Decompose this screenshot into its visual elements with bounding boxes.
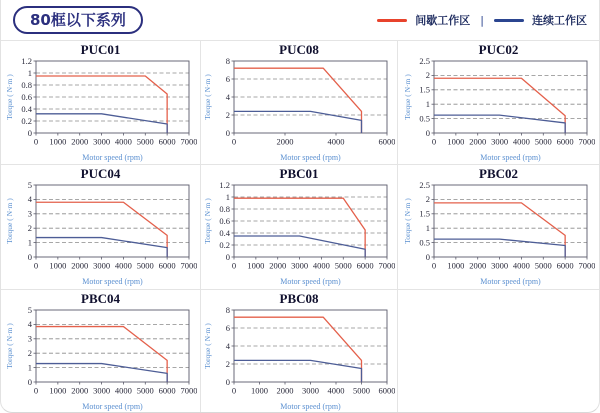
svg-text:0.5: 0.5 — [418, 113, 430, 124]
intermittent-zone-legend-label: 间歇工作区 — [415, 14, 471, 27]
svg-text:8: 8 — [225, 57, 230, 66]
chart-title: PBC01 — [279, 166, 319, 181]
svg-text:Torque ( N·m ): Torque ( N·m ) — [4, 74, 14, 120]
svg-text:7000: 7000 — [180, 136, 197, 147]
svg-text:0: 0 — [225, 127, 230, 138]
svg-text:1000: 1000 — [48, 385, 66, 396]
torque-speed-chart — [203, 57, 395, 163]
chart-grid — [1, 40, 599, 413]
svg-text:1: 1 — [27, 237, 32, 248]
svg-text:2.5: 2.5 — [418, 57, 430, 66]
svg-text:Torque ( N·m ): Torque ( N·m ) — [203, 323, 212, 369]
svg-text:2: 2 — [225, 358, 230, 369]
svg-text:2: 2 — [27, 223, 32, 233]
svg-text:3: 3 — [27, 208, 32, 219]
chart-cell-puc08 — [201, 41, 398, 165]
legend-separator: | — [480, 13, 484, 27]
svg-text:5: 5 — [27, 306, 32, 315]
chart-title: PBC02 — [479, 166, 518, 181]
svg-text:3000: 3000 — [490, 260, 508, 271]
svg-text:3000: 3000 — [92, 136, 110, 147]
chart-cell-puc02 — [398, 41, 599, 165]
svg-text:Motor speed (rpm): Motor speed (rpm) — [280, 402, 341, 411]
svg-text:5000: 5000 — [136, 136, 154, 147]
svg-text:3000: 3000 — [92, 385, 110, 396]
svg-text:4000: 4000 — [512, 260, 530, 271]
svg-text:5000: 5000 — [534, 260, 552, 271]
chart-title: PUC01 — [80, 42, 121, 57]
svg-text:4000: 4000 — [312, 260, 330, 271]
svg-text:1: 1 — [225, 191, 230, 202]
svg-text:5000: 5000 — [136, 260, 154, 271]
svg-text:4000: 4000 — [327, 136, 345, 147]
svg-text:6: 6 — [225, 73, 230, 84]
svg-text:2000: 2000 — [468, 136, 486, 147]
chart-cell-pbc08 — [201, 290, 398, 413]
svg-text:0: 0 — [225, 251, 230, 262]
svg-text:0: 0 — [33, 136, 38, 147]
svg-text:0: 0 — [225, 376, 230, 387]
svg-text:0: 0 — [425, 251, 430, 262]
svg-text:7000: 7000 — [180, 260, 197, 271]
chart-cell-pbc02 — [398, 165, 599, 290]
svg-text:1000: 1000 — [446, 136, 464, 147]
svg-text:3: 3 — [27, 333, 32, 344]
svg-text:4000: 4000 — [114, 260, 132, 271]
svg-text:Motor speed (rpm): Motor speed (rpm) — [280, 153, 341, 162]
svg-text:Motor speed (rpm): Motor speed (rpm) — [479, 153, 541, 162]
svg-text:2000: 2000 — [70, 260, 88, 271]
chart-cell-pbc01 — [201, 165, 398, 290]
svg-text:1.5: 1.5 — [418, 208, 430, 219]
svg-text:2: 2 — [425, 194, 430, 205]
svg-text:7000: 7000 — [180, 385, 197, 396]
torque-speed-chart — [5, 306, 197, 412]
svg-text:Motor speed (rpm): Motor speed (rpm) — [81, 153, 143, 162]
chart-title: PBC04 — [81, 291, 120, 306]
svg-text:Torque ( N·m ): Torque ( N·m ) — [203, 198, 212, 244]
svg-text:Motor speed (rpm): Motor speed (rpm) — [81, 402, 143, 411]
svg-text:1000: 1000 — [48, 260, 66, 271]
svg-text:4: 4 — [225, 340, 230, 351]
svg-text:3000: 3000 — [302, 385, 319, 396]
header — [1, 0, 599, 40]
svg-text:1: 1 — [425, 99, 430, 109]
svg-text:Motor speed (rpm): Motor speed (rpm) — [479, 277, 541, 286]
svg-text:5: 5 — [27, 181, 32, 190]
svg-text:3000: 3000 — [490, 136, 508, 147]
svg-text:0.4: 0.4 — [219, 227, 230, 238]
svg-text:6000: 6000 — [378, 136, 395, 147]
svg-text:3000: 3000 — [291, 260, 309, 271]
svg-text:0: 0 — [27, 127, 32, 138]
torque-speed-chart — [403, 57, 595, 163]
svg-text:4000: 4000 — [327, 385, 345, 396]
torque-speed-chart — [5, 181, 197, 287]
svg-text:0.4: 0.4 — [20, 103, 32, 114]
svg-text:6000: 6000 — [556, 136, 574, 147]
svg-text:4000: 4000 — [512, 136, 530, 147]
torque-speed-chart — [203, 181, 395, 287]
svg-text:7000: 7000 — [378, 260, 395, 271]
chart-title: PUC04 — [80, 166, 121, 181]
series-title-badge: 80框以下系列 — [13, 6, 143, 34]
svg-text:6000: 6000 — [356, 260, 374, 271]
svg-text:Torque ( N·m ): Torque ( N·m ) — [4, 198, 14, 244]
svg-text:2000: 2000 — [269, 260, 287, 271]
svg-text:6000: 6000 — [378, 385, 395, 396]
torque-speed-chart — [5, 57, 197, 163]
svg-text:0.8: 0.8 — [219, 203, 230, 214]
svg-text:2000: 2000 — [276, 136, 294, 147]
svg-text:0.2: 0.2 — [20, 115, 32, 126]
chart-title: PBC08 — [279, 291, 319, 306]
svg-text:0: 0 — [431, 260, 436, 271]
svg-text:2: 2 — [425, 70, 430, 81]
torque-speed-chart — [203, 306, 395, 412]
svg-text:0.2: 0.2 — [219, 239, 230, 250]
svg-text:Motor speed (rpm): Motor speed (rpm) — [81, 277, 143, 286]
svg-text:6000: 6000 — [556, 260, 574, 271]
svg-text:1.2: 1.2 — [20, 57, 32, 66]
svg-text:1000: 1000 — [251, 385, 268, 396]
svg-text:2000: 2000 — [276, 385, 294, 396]
svg-text:2000: 2000 — [70, 385, 88, 396]
svg-text:Torque ( N·m ): Torque ( N·m ) — [4, 323, 14, 369]
svg-text:0: 0 — [33, 385, 38, 396]
chart-cell-pbc04 — [1, 290, 201, 413]
chart-title: PUC08 — [279, 42, 319, 57]
svg-text:8: 8 — [225, 306, 230, 315]
svg-text:7000: 7000 — [578, 136, 595, 147]
svg-text:4: 4 — [27, 194, 32, 205]
svg-text:0: 0 — [231, 260, 237, 271]
svg-text:5000: 5000 — [353, 385, 370, 396]
empty-cell — [398, 290, 599, 413]
svg-text:1: 1 — [27, 362, 32, 373]
svg-text:0: 0 — [431, 136, 436, 147]
svg-text:5000: 5000 — [334, 260, 352, 271]
svg-text:2000: 2000 — [70, 136, 88, 147]
svg-text:1000: 1000 — [446, 260, 464, 271]
svg-text:2: 2 — [225, 109, 230, 120]
svg-text:2000: 2000 — [468, 260, 486, 271]
svg-text:0: 0 — [27, 376, 32, 387]
svg-text:0: 0 — [33, 260, 38, 271]
svg-text:Torque ( N·m ): Torque ( N·m ) — [402, 74, 412, 120]
svg-text:0: 0 — [231, 385, 237, 396]
continuous-zone-legend-label: 连续工作区 — [532, 14, 587, 27]
svg-text:5000: 5000 — [136, 385, 154, 396]
chart-cell-puc04 — [1, 165, 201, 290]
svg-text:0.8: 0.8 — [20, 79, 32, 90]
svg-text:1000: 1000 — [48, 136, 66, 147]
chart-title: PUC02 — [478, 42, 519, 57]
svg-text:1.2: 1.2 — [219, 181, 230, 190]
continuous-zone-legend-line — [494, 19, 524, 22]
svg-text:7000: 7000 — [578, 260, 595, 271]
svg-text:4000: 4000 — [114, 385, 132, 396]
svg-text:0: 0 — [231, 136, 237, 147]
svg-text:0.6: 0.6 — [20, 91, 32, 102]
svg-text:Torque ( N·m ): Torque ( N·m ) — [402, 198, 412, 244]
torque-speed-chart — [403, 181, 595, 287]
svg-text:Motor speed (rpm): Motor speed (rpm) — [280, 277, 341, 286]
svg-text:5000: 5000 — [534, 136, 552, 147]
svg-text:Torque ( N·m ): Torque ( N·m ) — [203, 74, 212, 120]
svg-text:0.5: 0.5 — [418, 237, 430, 248]
svg-text:6: 6 — [225, 322, 230, 333]
svg-text:6000: 6000 — [158, 385, 176, 396]
svg-text:2: 2 — [27, 348, 32, 358]
svg-text:0: 0 — [27, 251, 32, 262]
svg-text:0.6: 0.6 — [219, 215, 230, 226]
legend — [377, 12, 587, 28]
svg-text:1000: 1000 — [247, 260, 265, 271]
chart-cell-puc01 — [1, 41, 201, 165]
svg-text:0: 0 — [425, 127, 430, 138]
svg-text:1: 1 — [425, 223, 430, 233]
svg-text:3000: 3000 — [92, 260, 110, 271]
svg-text:4: 4 — [27, 319, 32, 330]
svg-text:6000: 6000 — [158, 136, 176, 147]
svg-text:1: 1 — [27, 67, 32, 78]
svg-text:4000: 4000 — [114, 136, 132, 147]
svg-text:1.5: 1.5 — [418, 84, 430, 95]
svg-text:2.5: 2.5 — [418, 181, 430, 190]
intermittent-zone-legend-line — [377, 19, 407, 22]
svg-text:6000: 6000 — [158, 260, 176, 271]
svg-text:4: 4 — [225, 91, 230, 102]
